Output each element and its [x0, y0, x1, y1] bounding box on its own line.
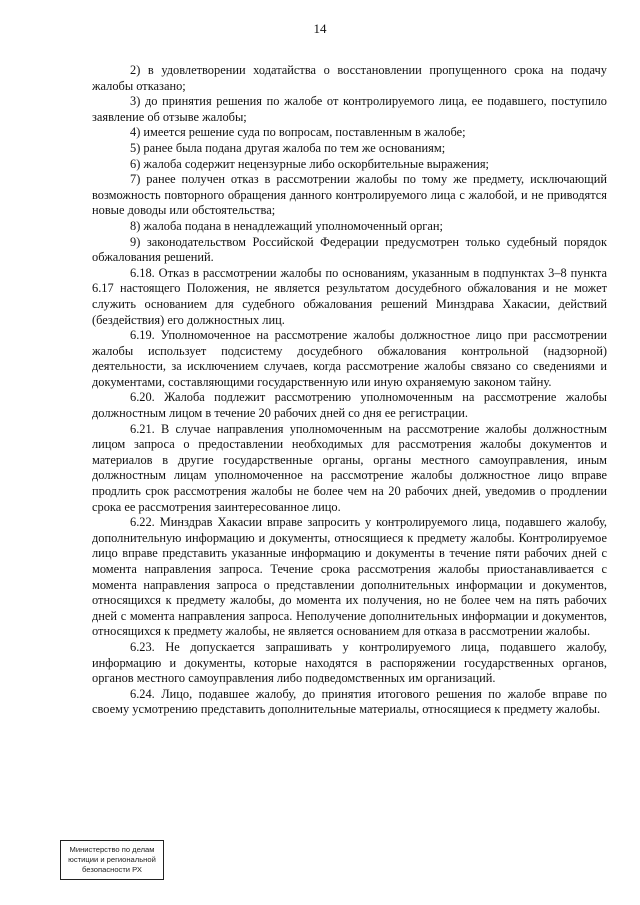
paragraph-6-23: 6.23. Не допускается запрашивать у контролируемого лица, подавшего жалобу, информацию и документы, которые находятся в распоряжении государственных органов, органов местного самоуправления либо подведомственных им организаций.	[92, 639, 607, 686]
paragraph-item-2: 2) в удовлетворении ходатайства о восстановлении пропущенного срока на подачу жалобы отказано;	[92, 63, 607, 93]
paragraph-item-8: 8) жалоба подана в ненадлежащий уполномоченный орган;	[130, 218, 443, 233]
page-number: 14	[313, 21, 327, 36]
paragraph-item-5: 5) ранее была подана другая жалоба по тем же основаниям;	[130, 140, 446, 155]
paragraph-6-21: 6.21. В случае направления уполномоченным на рассмотрение жалобы должностным лицом запроса о предоставлении необходимых для рассмотрения жалобы документов и материалов в другие государственные органы, органы местного самоуправления, иным должностным лицам уполномоченное на рассмотрение жалобы должностное лицо вправе продлить срок рассмотрения жалобы не более чем на 20 рабочих дней, уведомив о продлении срока ее рассмотрения заинтересованное лицо.	[92, 421, 607, 514]
paragraph-item-4: 4) имеется решение суда по вопросам, поставленным в жалобе;	[130, 125, 466, 140]
ministry-stamp	[60, 840, 164, 880]
stamp-line: безопасности РХ	[82, 865, 142, 874]
paragraph-6-20: 6.20. Жалоба подлежит рассмотрению уполномоченным на рассмотрение жалобы должностным лицом в течение 20 рабочих дней со дня ее регистрации.	[92, 390, 607, 421]
paragraph-6-22: 6.22. Минздрав Хакасии вправе запросить у контролируемого лица, подавшего жалобу, дополнительную информацию и документы, относящиеся к предмету жалобы. Контролируемое лицо вправе представить указанные информацию и документы в течение пяти рабочих дней с момента направления запроса. Течение срока рассмотрения жалобы приостанавливается с момента направления запроса о представлении дополнительных информации и документов, относящихся к предмету жалобы, до момента их получения, но не более чем на пять рабочих дней с момента направления запроса. Неполучение дополнительных информации и документов, относящихся к предмету жалобы, не является основанием для отказа в рассмотрении жалобы.	[92, 515, 607, 639]
paragraph-6-24: 6.24. Лицо, подавшее жалобу, до принятия итогового решения по жалобе вправе по своему усмотрению представить дополнительные материалы, относящиеся к предмету жалобы.	[92, 686, 607, 717]
paragraph-6-19: 6.19. Уполномоченное на рассмотрение жалобы должностное лицо при рассмотрении жалобы использует подсистему досудебного обжалования контрольной (надзорной) деятельности, за исключением случаев, когда рассмотрение жалобы связано со сведениями и документами, составляющими государственную или иную охраняемую законом тайну.	[92, 328, 607, 389]
paragraph-item-3: 3) до принятия решения по жалобе от контролируемого лица, ее подавшего, поступило заявление об отзыве жалобы;	[92, 94, 607, 124]
stamp-line: Министерство по делам	[69, 845, 155, 854]
document-body	[92, 63, 607, 718]
paragraph-6-18: 6.18. Отказ в рассмотрении жалобы по основаниям, указанным в подпунктах 3–8 пункта 6.17 настоящего Положения, не является результатом досудебного обжалования и не может служить основанием для судебного обжалования решений Минздрава Хакасии, действий (бездействия) его должностных лиц.	[92, 265, 607, 327]
paragraph-item-7: 7) ранее получен отказ в рассмотрении жалобы по тому же предмету, исключающий возможность повторного обращения данного контролируемого лица с жалобой, и не приводятся новые доводы или обстоятельства;	[92, 172, 607, 218]
paragraph-item-6: 6) жалоба содержит нецензурные либо оскорбительные выражения;	[130, 156, 489, 171]
stamp-line: юстиции и региональной	[68, 855, 156, 864]
paragraph-item-9: 9) законодательством Российской Федерации предусмотрен только судебный порядок обжалования решений.	[92, 234, 607, 265]
